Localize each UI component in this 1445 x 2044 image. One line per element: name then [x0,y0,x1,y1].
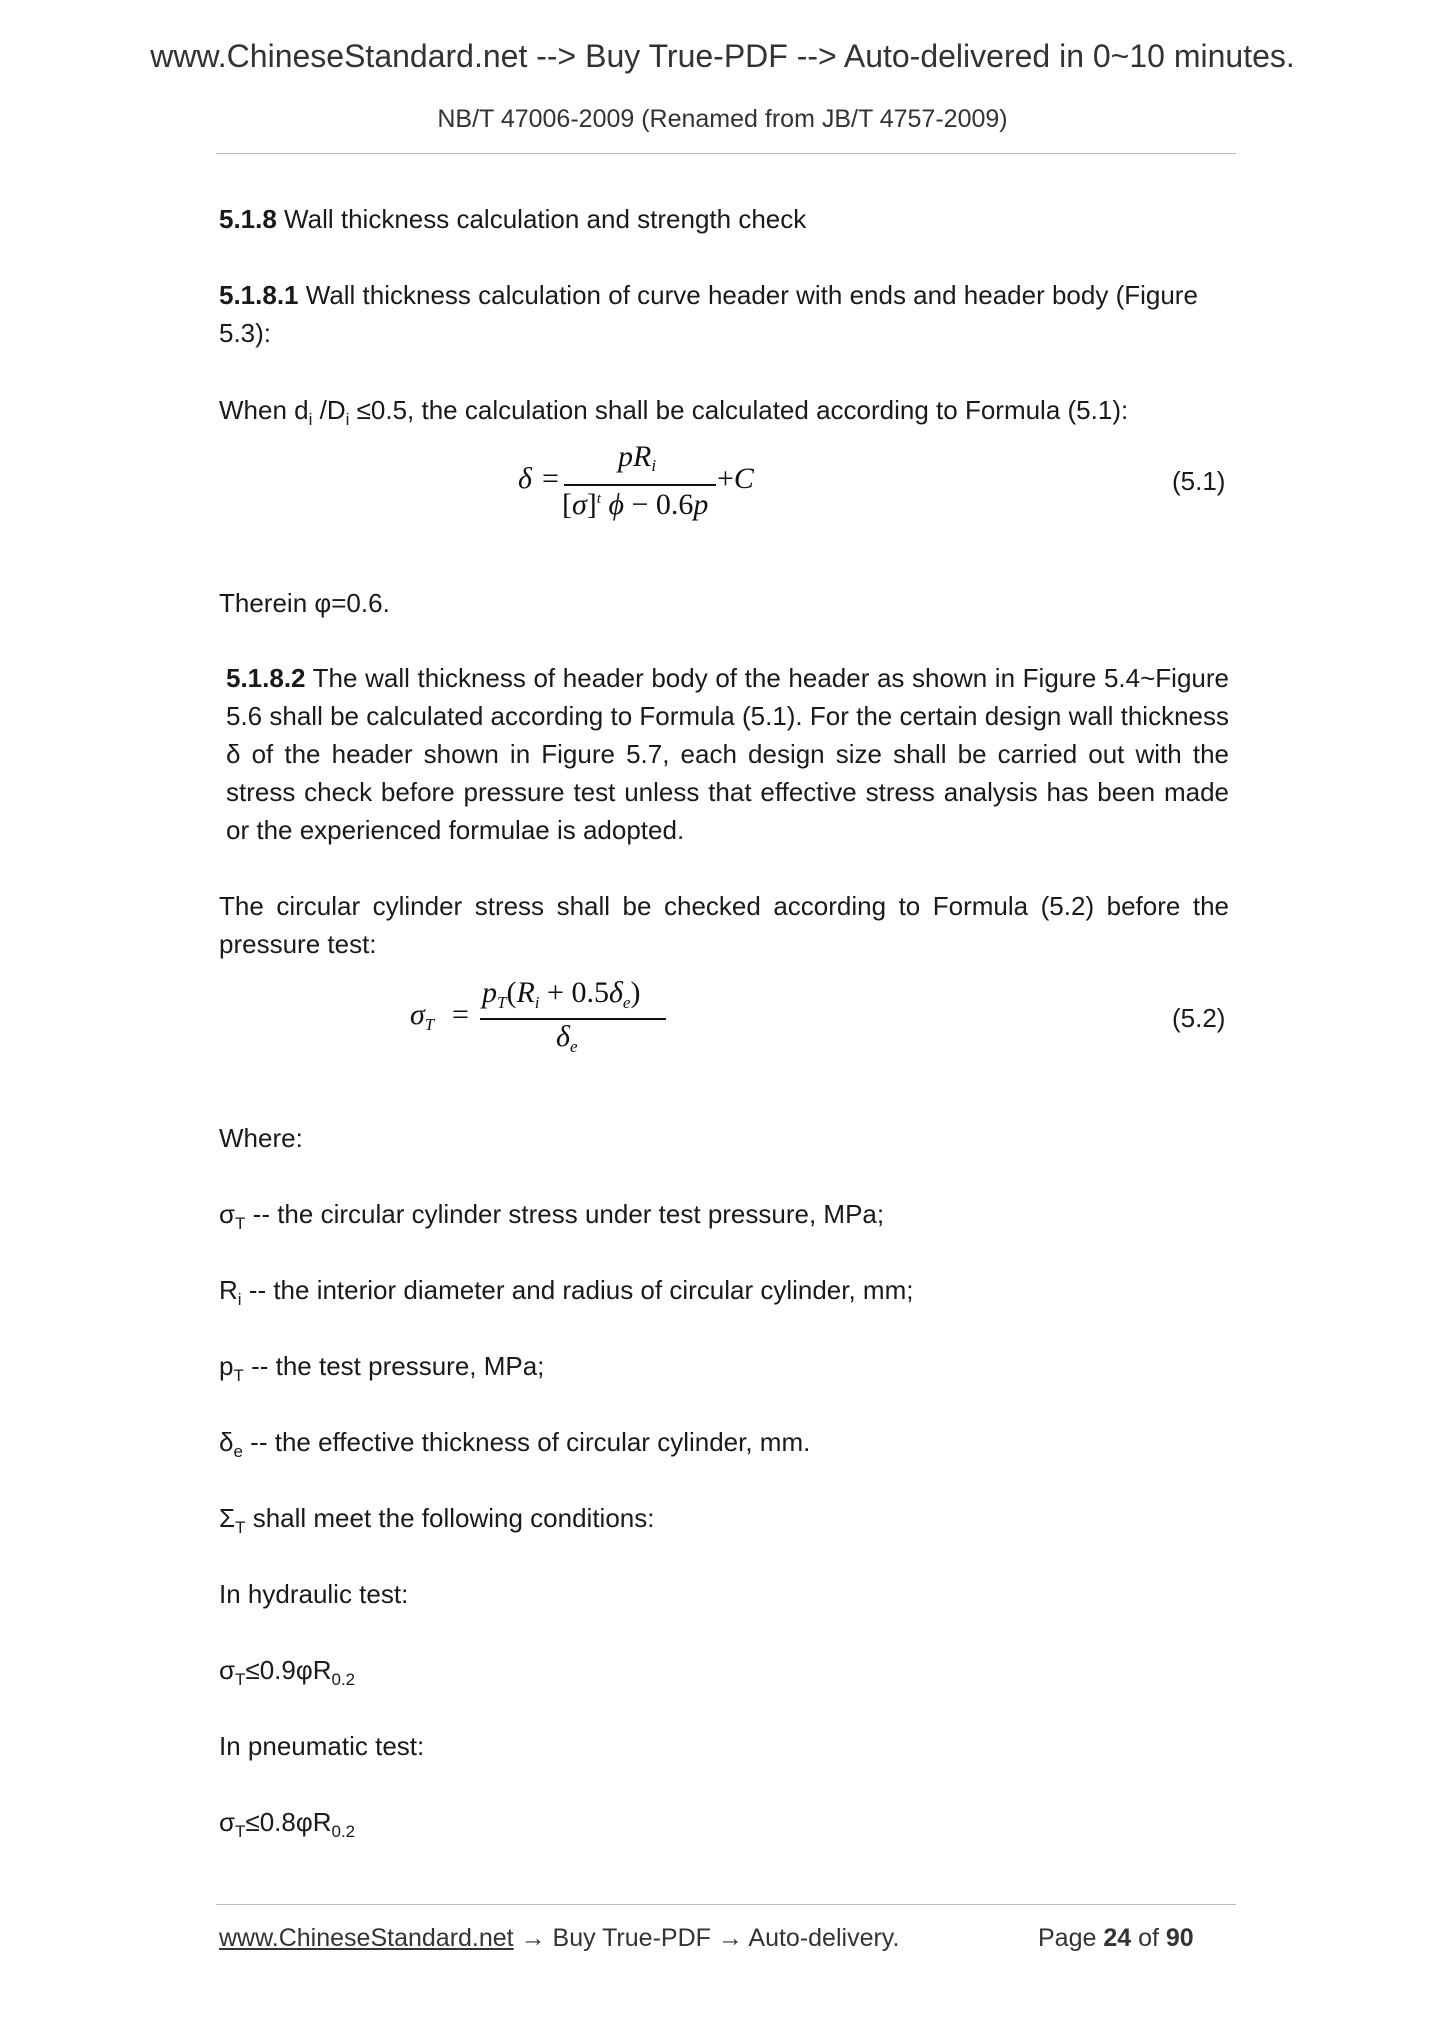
definition-item: $\delta_e$ -- the effective thickness of circular cylinder, mm. [219,1427,811,1461]
definition-item: $R_i$ -- the interior diameter and radius of circular cylinder, mm; [219,1275,914,1309]
page-number: 24 [1103,1924,1132,1952]
formula-fraction-bar [564,484,716,486]
section-number: 5.1.8.2 [226,663,306,693]
section-number: 5.1.8.1 [219,280,299,310]
formula-equals: = [542,462,559,495]
footer-left [219,1924,899,1953]
page-indicator: Page 24 of 90 [1038,1924,1194,1952]
formula-numerator: pRi [618,440,657,475]
therein-note: Therein φ=0.6. [219,588,390,618]
section-5-1-8-2 [226,659,1229,849]
header-divider [216,153,1236,154]
footer-tagline: → Buy True-PDF → Auto-delivery. [513,1924,900,1952]
formula-denominator: $\delta_e$ [556,1020,578,1056]
section-title: Wall thickness calculation and strength check [276,204,807,234]
formula-sigma-t: $\sigma_T$ [410,998,435,1034]
formula-5-2 [410,976,690,1066]
section-text: The wall thickness of header body of the header as shown in Figure 5.4~Figure 5.6 shall be calculated according to Formula (5.1). For the certain design wall thickness δ of the header shown in Figure 5.7, each design size shall be carried out with the stress check before pressure test unless that effective stress analysis has been made or the experienced formulae is adopted. [226,663,1229,845]
footer-divider [216,1904,1236,1905]
formula-equals: = [452,998,469,1031]
formula-numerator: $p_T(R_i + 0.5\delta_e)$ [482,976,641,1012]
cylinder-stress-intro: The circular cylinder stress shall be checked according to Formula (5.2) before the pressure test: [219,891,1229,959]
pneumatic-condition: $\sigma_T\le 0.8\varphi R_{0.2}$ [219,1807,356,1841]
section-5-1-8-1 [219,276,1229,352]
formula-number: (5.2) [1172,1003,1226,1033]
section-number: 5.1.8 [219,204,277,234]
where-label: Where: [219,1123,303,1153]
site-banner: www.ChineseStandard.net --> Buy True-PDF --> Auto-delivered in 0~10 minutes. [150,38,1295,74]
definition-item: $p_T$ -- the test pressure, MPa; [219,1351,545,1385]
formula-number: (5.1) [1172,466,1226,496]
standard-title: NB/T 47006-2009 (Renamed from JB/T 4757-2009) [437,105,1008,133]
condition-sentence: When $d_i$ $/D_i \le 0.5$, the calculation shall be calculated according to Formula (5.1): [219,395,1129,429]
formula-denominator: $[\sigma]^t$ ϕ − 0.6p [562,488,709,521]
section-5-1-8-heading [219,200,1229,238]
page-total: 90 [1165,1924,1194,1952]
hydraulic-condition: $\sigma_T\le 0.9\varphi R_{0.2}$ [219,1655,356,1689]
definition-item: $\sigma_T$ -- the circular cylinder stress under test pressure, MPa; [219,1199,885,1233]
formula-delta: δ [518,462,532,495]
pneumatic-label: In pneumatic test: [219,1731,425,1761]
section-text: Wall thickness calculation of curve header with ends and header body (Figure 5.3): [219,280,1198,348]
hydraulic-label: In hydraulic test: [219,1579,409,1609]
formula-5-1 [500,440,800,530]
formula-plus-c: +C [717,462,754,495]
conditions-intro: $\Sigma_T$ shall meet the following conditions: [219,1503,655,1537]
footer-link[interactable]: www.ChineseStandard.net [219,1924,514,1952]
